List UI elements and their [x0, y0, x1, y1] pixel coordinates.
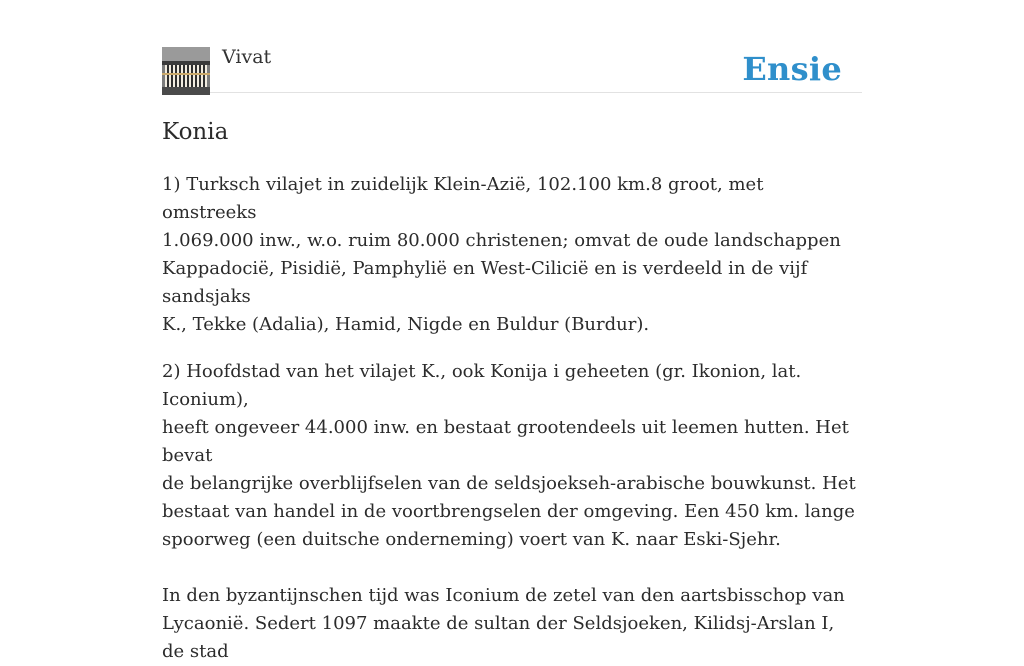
- article-paragraph-2: 2) Hoofdstad van het vilajet K., ook Konija i geheeten (gr. Ikonion, lat. Iconium), heeft ongeveer 44.000 inw. en bestaat grootendeels uit leemen hutten. Het bevat de belangrijke overblijfselen van de seldsjoekseh-arabische bouwkunst. Het bestaat van handel in de voortbrengselen der omgeving. Een 450 km. lange spoorweg (een duitsche onderneming) voert van K. naar Eski-Sjehr. In den byzantijnschen tijd was Iconium de zetel van den aartsbisschop van Lycaonië. Sedert 1097 maakte de sultan der Seldsjoeken, Kilidsj-Arslan I, de stad: [162, 361, 856, 662]
- library-shelves-icon: [162, 47, 210, 95]
- article-title: Konia: [162, 119, 229, 145]
- author-avatar[interactable]: [162, 47, 210, 95]
- article-paragraph-1: 1) Turksch vilajet in zuidelijk Klein-Azië, 102.100 km.8 groot, met omstreeks 1.069.000 inw., w.o. ruim 80.000 christenen; omvat de oude landschappen Kappadocië, Pisidië, Pamphylië en West-Cilicië en is verdeeld in de vijf sandsjaks K., Tekke (Adalia), Hamid, Nigde en Buldur (Burdur).: [162, 174, 841, 335]
- article-page: [162, 0, 862, 662]
- brand-logo[interactable]: Ensie: [742, 50, 842, 88]
- author-name[interactable]: Vivat: [222, 46, 272, 68]
- header: [162, 0, 862, 93]
